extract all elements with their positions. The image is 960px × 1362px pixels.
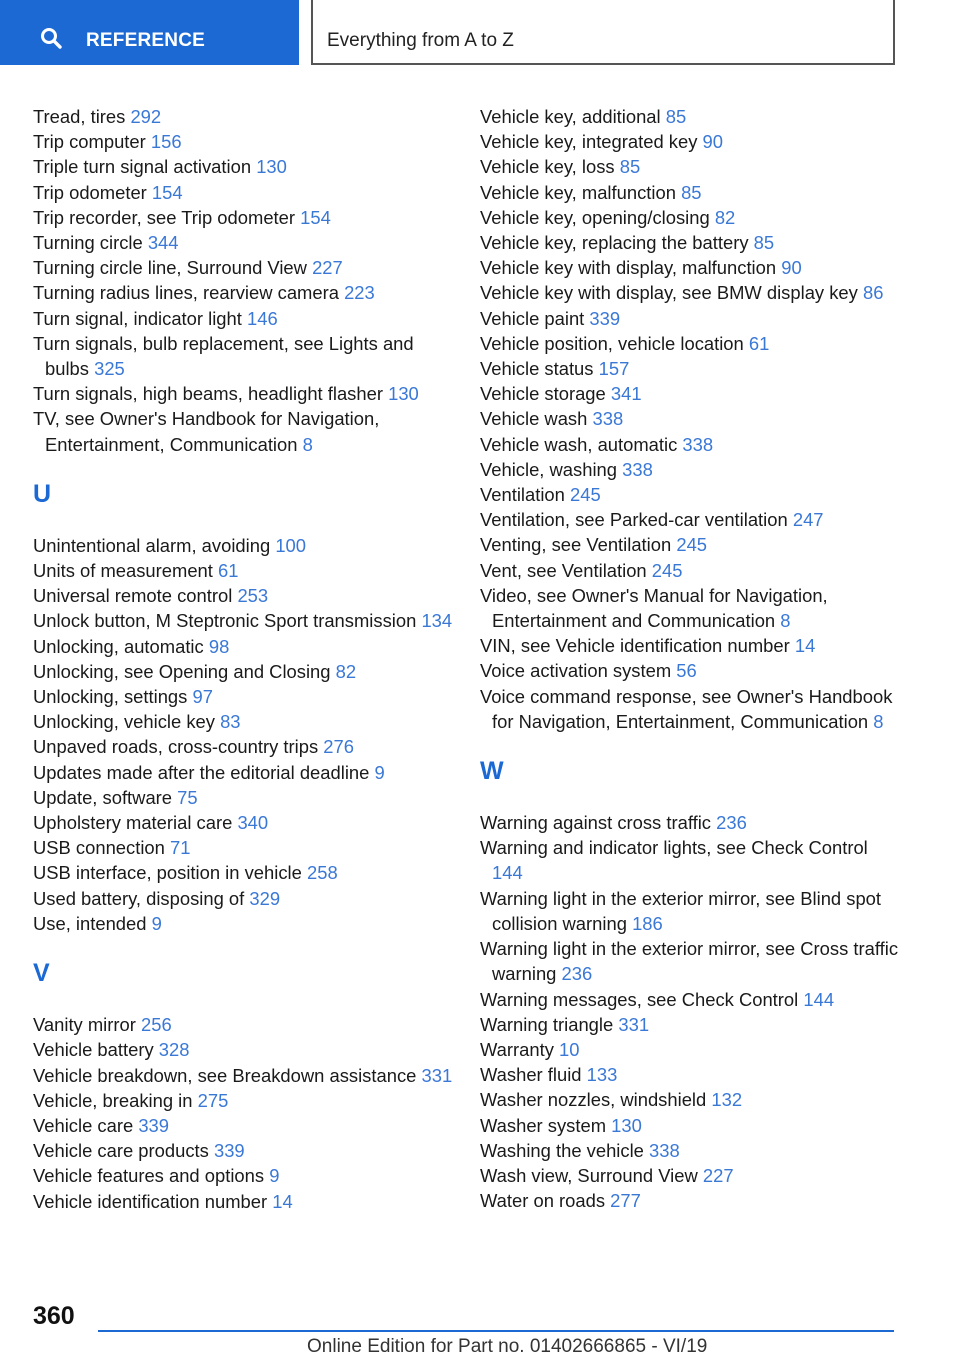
index-entry [480,1163,900,1188]
page-reference-link[interactable]: 85 [753,232,775,254]
index-entry-text: Turn signal, indicator light [33,307,242,329]
page-reference-link[interactable]: 227 [312,257,343,279]
page-reference-link[interactable]: 341 [610,383,642,405]
magnifier-icon [40,27,62,49]
index-entry [480,987,900,1012]
page-reference-link[interactable]: 329 [249,887,281,909]
index-entry [480,1037,900,1062]
index-entry [480,1138,900,1163]
page-reference-link[interactable]: 223 [344,282,375,304]
index-entry-text: Unlocking, settings [33,686,188,708]
chapter-title-tab [311,0,895,65]
page-reference-link[interactable]: 130 [256,156,287,178]
index-entry-text: Vehicle key, opening/closing [480,206,710,228]
page-reference-link[interactable]: 134 [421,610,453,632]
index-entry [480,532,900,557]
page-reference-link[interactable]: 253 [237,585,269,607]
index-entry [480,1113,900,1138]
index-entry-text: TV, see Owner's Handbook for Navigation, Entertainment, Communication [33,408,380,455]
index-column-right [480,104,900,1213]
index-entry [33,154,453,179]
page-reference-link[interactable]: 245 [651,559,683,581]
page-reference-link[interactable]: 236 [716,812,747,834]
index-entry [480,633,900,658]
index-entry [33,886,453,911]
index-entry [480,1012,900,1037]
page-reference-link[interactable]: 8 [302,433,313,455]
page-reference-link[interactable]: 130 [611,1114,642,1136]
index-entry-text: Warning light in the exterior mirror, see Blind spot collision warning [480,887,882,934]
index-entry [33,583,453,608]
page-reference-link[interactable]: 9 [269,1165,280,1187]
index-entry [33,129,453,154]
index-entry [480,306,900,331]
index-entry [33,1163,453,1188]
index-entry-text: Upholstery material care [33,812,233,834]
index-entry-text: Vehicle key with display, malfunction [480,257,777,279]
index-entry [33,734,453,759]
page-reference-link[interactable]: 71 [170,837,191,859]
index-entry-text: Vehicle key with display, see BMW display key [480,282,858,304]
index-entry [33,911,453,936]
index-entry [33,760,453,785]
page-reference-link[interactable]: 97 [192,686,213,708]
page-reference-link[interactable]: 82 [714,206,736,228]
page-number: 360 [33,1302,75,1330]
index-entry [480,180,900,205]
page-reference-link[interactable]: 9 [374,761,385,783]
page-reference-link[interactable]: 75 [177,786,198,808]
page-reference-link[interactable]: 132 [711,1089,743,1111]
chapter-title: Everything from A to Z [327,30,514,51]
page-reference-link[interactable]: 82 [335,660,357,682]
index-entry [33,230,453,255]
page-reference-link[interactable]: 85 [665,106,687,127]
page-reference-link[interactable]: 85 [681,181,702,203]
index-entry-text: Trip recorder, see Trip odometer [33,206,296,228]
index-entry [33,205,453,230]
index-entry-text: Trip odometer [33,181,147,203]
index-entry [480,205,900,230]
index-entry [33,255,453,280]
index-entry-text: Washer system [480,1114,607,1136]
page-reference-link[interactable]: 275 [197,1089,229,1111]
page-reference-link[interactable]: 344 [147,232,179,254]
index-entry-text: Turning circle [33,232,143,254]
index-entry [480,507,900,532]
index-entry-text: Update, software [33,786,173,808]
edition-note: Online Edition for Part no. 01402666865 - VI/19 [307,1336,708,1357]
page-reference-link[interactable]: 14 [272,1190,293,1212]
page-reference-link[interactable]: 338 [622,458,653,480]
index-entry [33,634,453,659]
page-reference-link[interactable]: 90 [781,257,802,279]
index-entry-text: Vehicle storage [480,383,606,405]
index-entry [480,129,900,154]
index-entry [480,406,900,431]
index-entry-text: Washing the vehicle [480,1139,644,1161]
page-reference-link[interactable]: 186 [632,912,663,934]
index-entry [480,810,900,835]
index-entry-text: Vehicle key, malfunction [480,181,676,203]
index-entry-text: Vehicle, breaking in [33,1089,193,1111]
page-reference-link[interactable]: 56 [676,660,697,682]
page-reference-link[interactable]: 144 [803,988,835,1010]
page-reference-link[interactable]: 61 [218,560,239,582]
page-reference-link[interactable]: 328 [158,1039,190,1061]
page-reference-link[interactable]: 331 [618,1013,650,1035]
page-reference-link[interactable]: 258 [306,862,338,884]
index-entry-text: Venting, see Ventilation [480,534,672,556]
page-reference-link[interactable]: 339 [213,1140,245,1162]
index-entry [480,1087,900,1112]
index-entry [480,684,900,734]
page-reference-link[interactable]: 8 [780,610,791,632]
page-reference-link[interactable]: 339 [589,307,621,329]
page-reference-link[interactable]: 90 [702,131,724,153]
index-entry [33,835,453,860]
page-reference-link[interactable]: 338 [649,1139,680,1161]
index-entry-text: Warranty [480,1038,554,1060]
index-entry-text: Vehicle battery [33,1039,154,1061]
page-reference-link[interactable]: 338 [592,408,624,430]
index-entry-text: Vehicle wash [480,408,588,430]
index-entry-text: Washer fluid [480,1064,582,1086]
page-reference-link[interactable]: 154 [151,181,183,203]
index-entry-text: Vehicle identification number [33,1190,268,1212]
index-entry-text: Vehicle care [33,1114,134,1136]
page-reference-link[interactable]: 133 [586,1064,618,1086]
index-entry-text: Warning triangle [480,1013,614,1035]
index-entry [480,280,900,305]
page-reference-link[interactable]: 247 [792,509,824,531]
index-entry [33,533,453,558]
index-entry [33,810,453,835]
page-reference-link[interactable]: 331 [421,1064,453,1086]
index-entry [480,583,900,633]
index-entry [480,356,900,381]
index-entry-text: Warning messages, see Check Control [480,988,799,1010]
index-entry [480,331,900,356]
index-entry-text: Water on roads [480,1190,606,1212]
index-entry-text: Use, intended [33,912,147,934]
index-entry [33,684,453,709]
index-entry-text: Triple turn signal activation [33,156,252,178]
reference-tab-label: REFERENCE [86,30,205,51]
index-entry [480,381,900,406]
index-entry [480,1062,900,1087]
index-entry-text: Unpaved roads, cross-country trips [33,736,319,758]
index-entry-text: Ventilation, see Parked-car ventilation [480,509,788,531]
index-entry [33,860,453,885]
index-entry [480,558,900,583]
page-reference-link[interactable]: 86 [862,282,884,304]
index-entry-text: Vehicle status [480,358,594,380]
index-entry-text: Used battery, disposing of [33,887,245,909]
index-entry [33,1088,453,1113]
page-reference-link[interactable]: 325 [94,358,125,380]
index-entry [33,331,453,381]
index-entry-text: Washer nozzles, windshield [480,1089,707,1111]
index-column-left [33,104,453,1214]
page-reference-link[interactable]: 245 [676,534,708,556]
page-reference-link[interactable]: 100 [275,534,306,556]
page-reference-link[interactable]: 340 [237,812,269,834]
index-letter-heading: W [480,757,504,786]
index-entry [480,255,900,280]
index-entry [33,659,453,684]
index-entry [480,432,900,457]
page-reference-link[interactable]: 156 [150,131,182,153]
index-entry-text: Vehicle key, replacing the battery [480,232,749,254]
page-reference-link[interactable]: 14 [794,635,816,657]
page-reference-link[interactable]: 338 [682,433,714,455]
index-entry-text: Voice activation system [480,660,672,682]
index-entry-text: Vehicle paint [480,307,585,329]
index-entry-text: Turn signals, bulb replacement, see Lights and bulbs [33,332,414,380]
index-entry-text: USB interface, position in vehicle [33,862,302,884]
index-entry [33,1012,453,1037]
index-entry-text: Unlocking, see Opening and Closing [33,660,331,682]
index-entry [33,1189,453,1214]
page-reference-link[interactable]: 10 [559,1038,580,1060]
index-entry-text: Unlocking, automatic [33,635,204,657]
page-reference-link[interactable]: 98 [208,635,230,657]
page-reference-link[interactable]: 85 [619,156,641,178]
index-entry-text: USB connection [33,837,165,859]
page-reference-link[interactable]: 236 [561,963,593,985]
page-reference-link[interactable]: 339 [138,1114,169,1136]
index-entry-text: Unlocking, vehicle key [33,711,215,733]
index-entry [480,886,900,936]
index-entry-text: Vehicle, washing [480,458,617,480]
page-reference-link[interactable]: 157 [598,358,630,380]
index-entry-text: Tread, tires [33,106,126,127]
index-entry-text: Updates made after the editorial deadline [33,761,370,783]
page-reference-link[interactable]: 227 [702,1164,734,1186]
index-entry-text: Universal remote control [33,585,233,607]
index-entry [33,785,453,810]
index-entry-text: Voice command response, see Owner's Handbook for Navigation, Entertainment, Communication [480,685,893,732]
reference-tab[interactable] [0,0,299,65]
page-reference-link[interactable]: 8 [873,710,884,732]
index-entry [33,1138,453,1163]
index-letter-heading: U [33,479,52,508]
index-entry-text: Turning circle line, Surround View [33,257,307,279]
page-reference-link[interactable]: 256 [141,1014,172,1036]
page-reference-link[interactable]: 144 [492,862,523,884]
index-entry [33,558,453,583]
index-entry [33,381,453,406]
page-reference-link[interactable]: 154 [300,206,331,228]
index-entry [33,280,453,305]
index-entry-text: Vehicle key, integrated key [480,131,698,153]
index-entry [33,180,453,205]
page-reference-link[interactable]: 245 [570,484,601,506]
index-entry [33,1113,453,1138]
index-entry [480,482,900,507]
index-entry-text: Video, see Owner's Manual for Navigation, Entertainment and Communication [480,584,828,632]
index-entry [33,608,453,633]
index-entry [480,154,900,179]
page-reference-link[interactable]: 277 [610,1190,641,1212]
index-entry-text: Ventilation [480,484,565,506]
index-entry-text: Turning radius lines, rearview camera [33,282,339,304]
index-entry-text: Warning light in the exterior mirror, see Cross traffic warning [480,938,899,985]
index-entry [480,457,900,482]
index-entry-text: Vehicle features and options [33,1165,265,1187]
index-entry-text: Vehicle key, loss [480,156,615,178]
index-entry-text: VIN, see Vehicle identification number [480,635,790,657]
index-entry [480,936,900,986]
index-entry [33,406,453,456]
page-reference-link[interactable]: 130 [388,383,419,405]
index-entry [33,306,453,331]
index-entry [33,1063,453,1088]
page-reference-link[interactable]: 292 [130,106,162,127]
index-entry-text: Vehicle care products [33,1140,209,1162]
index-entry [33,104,453,129]
index-entry-text: Warning and indicator lights, see Check Control [480,837,868,859]
index-entry-text: Vehicle wash, automatic [480,433,678,455]
index-entry [480,835,900,885]
index-entry-text: Wash view, Surround View [480,1164,698,1186]
index-entry [480,1188,900,1213]
index-entry [480,230,900,255]
index-entry-text: Unintentional alarm, avoiding [33,534,271,556]
index-entry-text: Vehicle position, vehicle location [480,332,744,354]
index-letter-heading: V [33,959,50,988]
index-entry-text: Vehicle key, additional [480,106,661,127]
footer-divider [98,1330,894,1332]
index-entry-text: Unlock button, M Steptronic Sport transmission [33,610,417,632]
index-entry-text: Turn signals, high beams, headlight flasher [33,383,383,405]
index-entry [480,658,900,683]
page-reference-link[interactable]: 83 [220,711,241,733]
index-entry-text: Trip computer [33,131,146,153]
page-reference-link[interactable]: 9 [151,912,162,934]
index-entry-text: Warning against cross traffic [480,812,711,834]
index-entry-text: Vent, see Ventilation [480,559,647,581]
page-reference-link[interactable]: 61 [748,332,770,354]
index-entry-text: Vanity mirror [33,1014,136,1036]
index-entry-text: Vehicle breakdown, see Breakdown assistance [33,1064,417,1086]
page-reference-link[interactable]: 146 [247,307,278,329]
index-entry [33,1037,453,1062]
index-entry [33,709,453,734]
index-entry-text: Units of measurement [33,560,213,582]
page-reference-link[interactable]: 276 [323,736,354,758]
index-entry [480,104,900,129]
